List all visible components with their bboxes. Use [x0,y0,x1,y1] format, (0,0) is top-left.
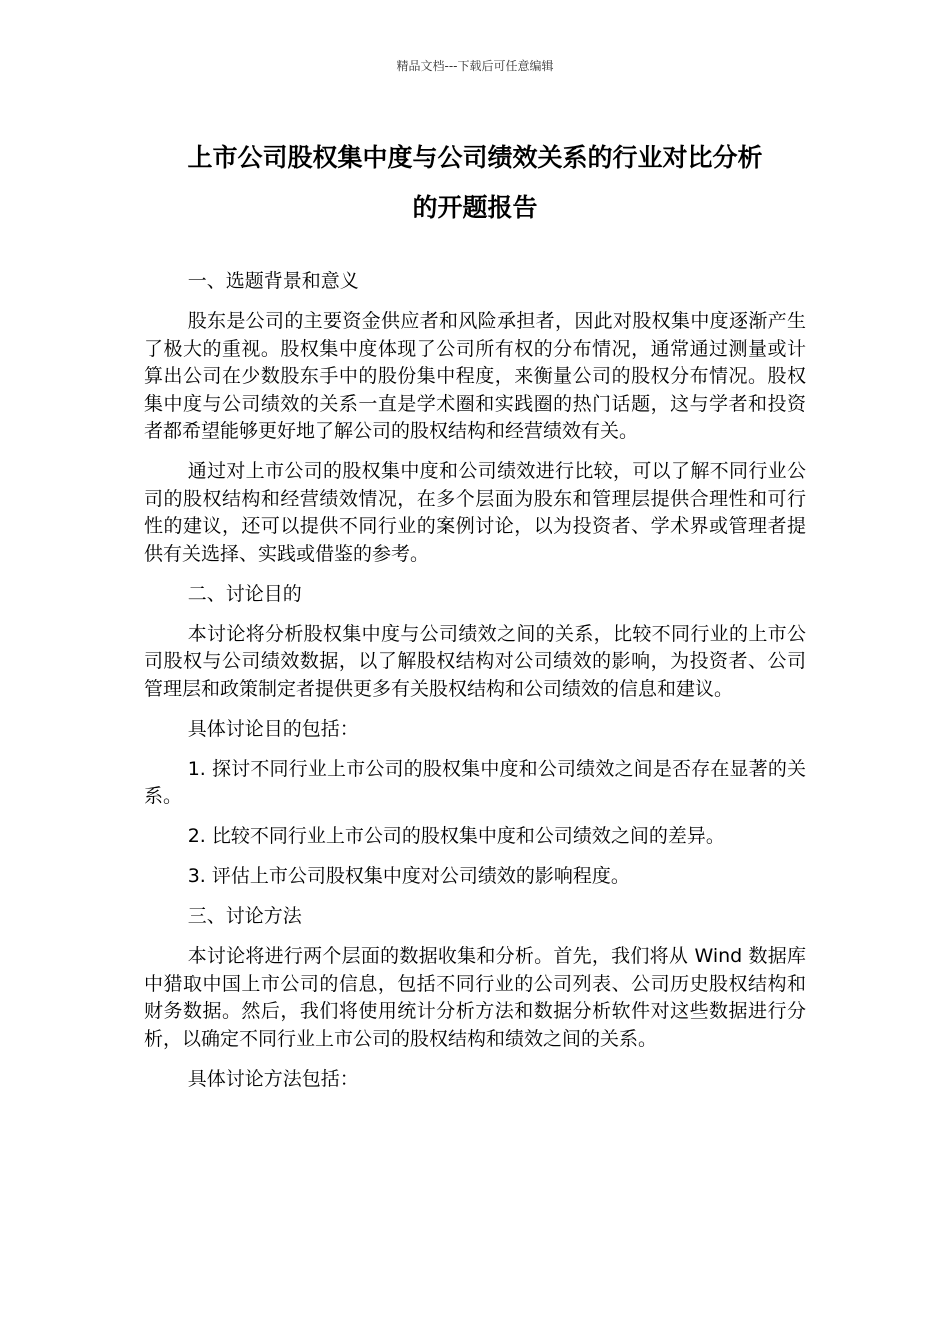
paragraph: 股东是公司的主要资金供应者和风险承担者，因此对股权集中度逐渐产生了极大的重视。股权集中度体现了公司所有权的分布情况，通常通过测量或计算出公司在少数股东手中的股份集中程度，来衡量公司的股权分布情况。股权集中度与公司绩效的关系一直是学术圈和实践圈的热门话题，这与学者和投资者都希望能够更好地了解公司的股权结构和经营绩效有关。 [144,310,806,442]
list-item: 3. 评估上市公司股权集中度对公司绩效的影响程度。 [187,865,630,887]
paragraph: 具体讨论目的包括： [187,717,359,740]
title-line-1: 上市公司股权集中度与公司绩效关系的行业对比分析 [187,143,763,172]
section-heading-purpose: 二、讨论目的 [187,582,302,605]
list-item: 2. 比较不同行业上市公司的股权集中度和公司绩效之间的差异。 [187,825,725,847]
paragraph: 通过对上市公司的股权集中度和公司绩效进行比较，可以了解不同行业公司的股权结构和经营绩效情况，在多个层面为股东和管理层提供合理性和可行性的建议，还可以提供不同行业的案例讨论，以为投资者、学术界或管理者提供有关选择、实践或借鉴的参考。 [144,460,806,565]
paragraph: 具体讨论方法包括： [187,1067,359,1090]
list-item: 1. 探讨不同行业上市公司的股权集中度和公司绩效之间是否存在显著的关系。 [144,757,806,807]
title-line-2: 的开题报告 [412,193,538,222]
paragraph: 本讨论将进行两个层面的数据收集和分析。首先，我们将从 Wind 数据库中猎取中国上市公司的信息，包括不同行业的公司列表、公司历史股权结构和财务数据。然后，我们将使用统计分析方法和数据分析软件对这些数据进行分析，以确定不同行业上市公司的股权结构和绩效之间的关系。 [144,945,806,1050]
section-heading-background: 一、选题背景和意义 [187,270,359,292]
section-heading-method: 三、讨论方法 [187,905,302,927]
document-body [144,268,806,1106]
header-note: 精品文档---下载后可任意编辑 [396,59,554,73]
document-title [140,133,810,233]
paragraph: 本讨论将分析股权集中度与公司绩效之间的关系，比较不同行业的上市公司股权与公司绩效数据，以了解股权结构对公司绩效的影响，为投资者、公司管理层和政策制定者提供更多有关股权结构和公司绩效的信息和建议。 [144,622,806,700]
